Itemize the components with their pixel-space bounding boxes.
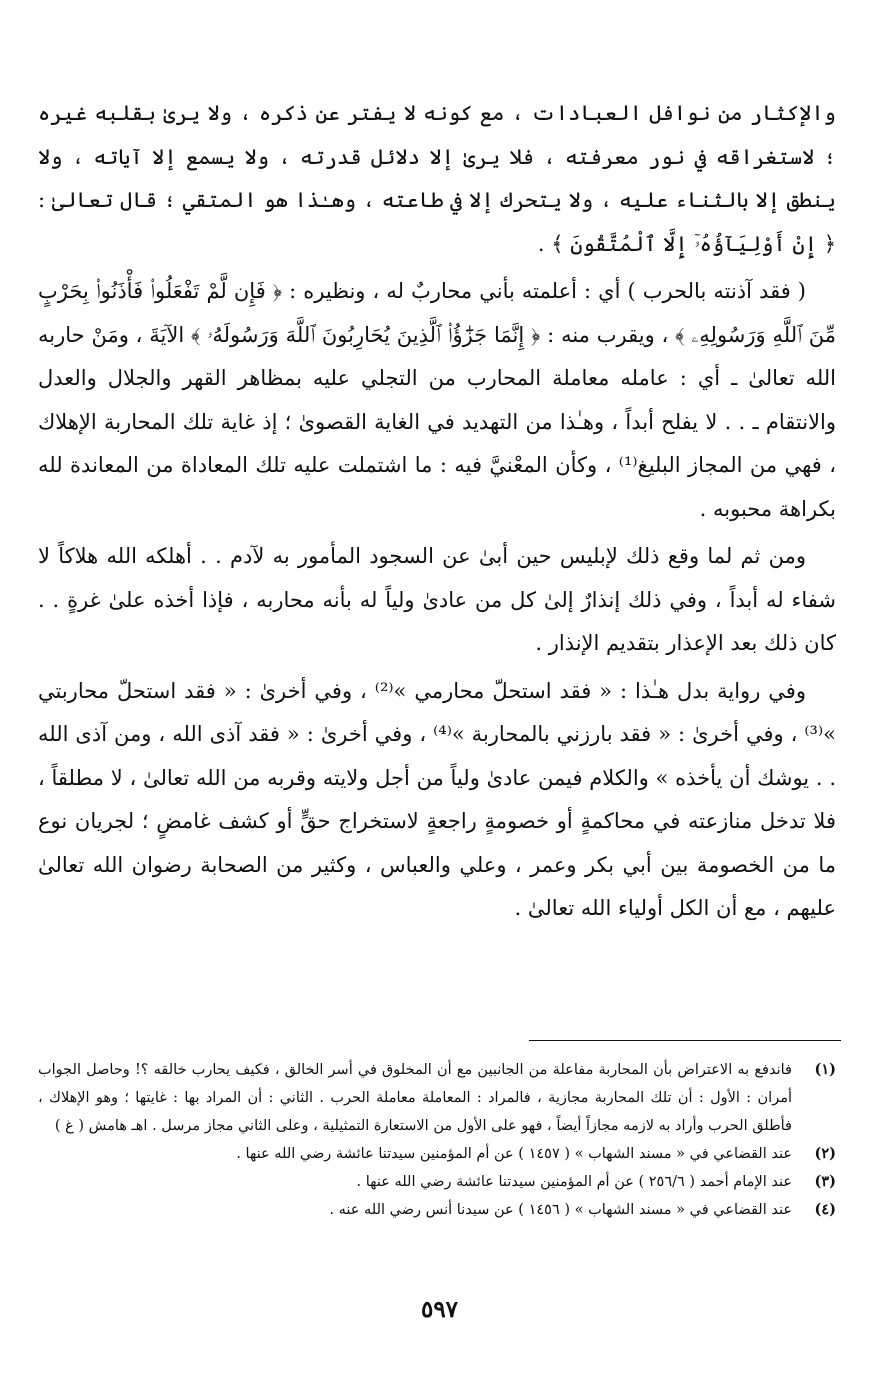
footnote-text: عند الإمام أحمد ( ٢٥٦/٦ ) عن أم المؤمنين سيدتنا عائشة رضي الله عنها . — [356, 1174, 792, 1190]
paragraph-2: ( فقد آذنته بالحرب ) أي : أعلمته بأني محاربٌ له ، ونظيره : ﴿ فَإِن لَّمْ تَفْعَلُوا۟ فَأْذَنُوا۟ بِحَرْبٍ مِّنَ ٱللَّهِ وَرَسُولِهِۦ ﴾ ، ويقرب منه : ﴿ إِنَّمَا جَزَٰٓؤُا۟ ٱلَّذِينَ يُحَارِبُونَ ٱللَّهَ وَرَسُولَهُۥ ﴾ الآيَةَ ، ومَنْ حاربه الله تعالىٰ ـ أي : عامله معاملة المحارب من التجلي عليه بمظاهر القهر والجلال والعدل والانتقام ـ . . لا يفلح أبداً ، وهـٰذا من التهديد في الغاية القصوىٰ ؛ إذ غاية تلك المحاربة الإهلاك ، فهي من المجاز البليغ⁽¹⁾ ، وكأن المعْنيَّ فيه : ما اشتملت عليه تلك المعاداة من المعاندة لله بكراهة محبوبه . — [38, 279, 836, 521]
footnote-item — [38, 1168, 836, 1196]
page-number: ٥٩٧ — [420, 1296, 459, 1323]
footnote-item — [38, 1140, 836, 1168]
paragraph-3: ومن ثم لما وقع ذلك لإبليس حين أبىٰ عن السجود المأمور به لآدم . . أهلكه الله هلاكاً لا شفاء له أبداً ، وفي ذلك إنذارٌ إلىٰ كل من عادىٰ ولياً له بأنه محاربه ، فإذا أخذه علىٰ غرةٍ . . كان ذلك بعد الإعذار بتقديم الإنذار . — [38, 544, 836, 655]
footnote-text: عند القضاعي في « مسند الشهاب » ( ١٤٥٧ ) عن أم المؤمنين سيدتنا عائشة رضي الله عنها . — [236, 1146, 792, 1162]
footnote-divider — [529, 1040, 841, 1041]
footnote-text: فاندفع به الاعتراض بأن المحاربة مفاعلة من الجانبين مع أن المخلوق في أسر الخالق ، فكيف يحارب خالقه ؟! وحاصل الجواب أمران : الأول : أن تلك المحاربة مجازية ، فالمراد : المعاملة معاملة الحرب . الثاني : أن المراد بها : غايتها ؛ وهو الإهلاك ، فأطلق الحرب وأراد به لازمه مجازاً أيضاً ، فهو على الأول من الاستعارة التمثيلية ، وعلى الثاني مجاز مرسل . اهـ هامش ( غ ) — [38, 1062, 792, 1134]
footnote-number: (٢) — [814, 1145, 836, 1162]
footnote-text: عند القضاعي في « مسند الشهاب » ( ١٤٥٦ ) عن سيدنا أنس رضي الله عنه . — [329, 1202, 792, 1218]
footnote-item — [38, 1196, 836, 1224]
main-text-block — [38, 92, 836, 931]
footnote-number: (١) — [814, 1061, 836, 1078]
footnote-item — [38, 1056, 836, 1140]
footnotes-section — [38, 1056, 836, 1224]
footnote-number: (٣) — [814, 1173, 836, 1190]
paragraph-4: وفي رواية بدل هـٰذا : « فقد استحلّ محارمي »⁽²⁾ ، وفي أخرىٰ : « فقد استحلّ محاربتي »⁽³⁾ ، وفي أخرىٰ : « فقد بارزني بالمحاربة »⁽⁴⁾ ، وفي أخرىٰ : « فقد آذى الله ، ومن آذى الله . . يوشك أن يأخذه » والكلام فيمن عادىٰ ولياً من أجل ولايته وقربه من الله تعالىٰ ، لا مطلقاً ، فلا تدخل منازعته في محاكمةٍ أو خصومةٍ راجعةٍ لاستخراج حقٍّ أو كشف غامضٍ ؛ لجريان نوع ما من الخصومة بين أبي بكر وعمر ، وعلي والعباس ، وكثير من الصحابة رضوان الله تعالىٰ عليهم ، مع أن الكل أولياء الله تعالىٰ . — [38, 678, 836, 920]
footnote-number: (٤) — [814, 1201, 836, 1218]
paragraph-1: والإكثار من نوافل العبادات ، مع كونه لا يفتر عن ذكره ، ولا يرىٰ بقلبه غيره ؛ لاستغراقه في نور معرفته ، فلا يرىٰ إلا دلائل قدرته ، ولا يسمع إلا آياته ، ولا ينطق إلا بالثناء عليه ، ولا يتحرك إلا في طاعته ، وهـٰذا هو المتقي ؛ قال تعالىٰ : ﴿ إِنْ أَوْلِيَآؤُهُۥٓ إِلَّا ٱلْمُتَّقُونَ ﴾ . — [38, 101, 836, 256]
